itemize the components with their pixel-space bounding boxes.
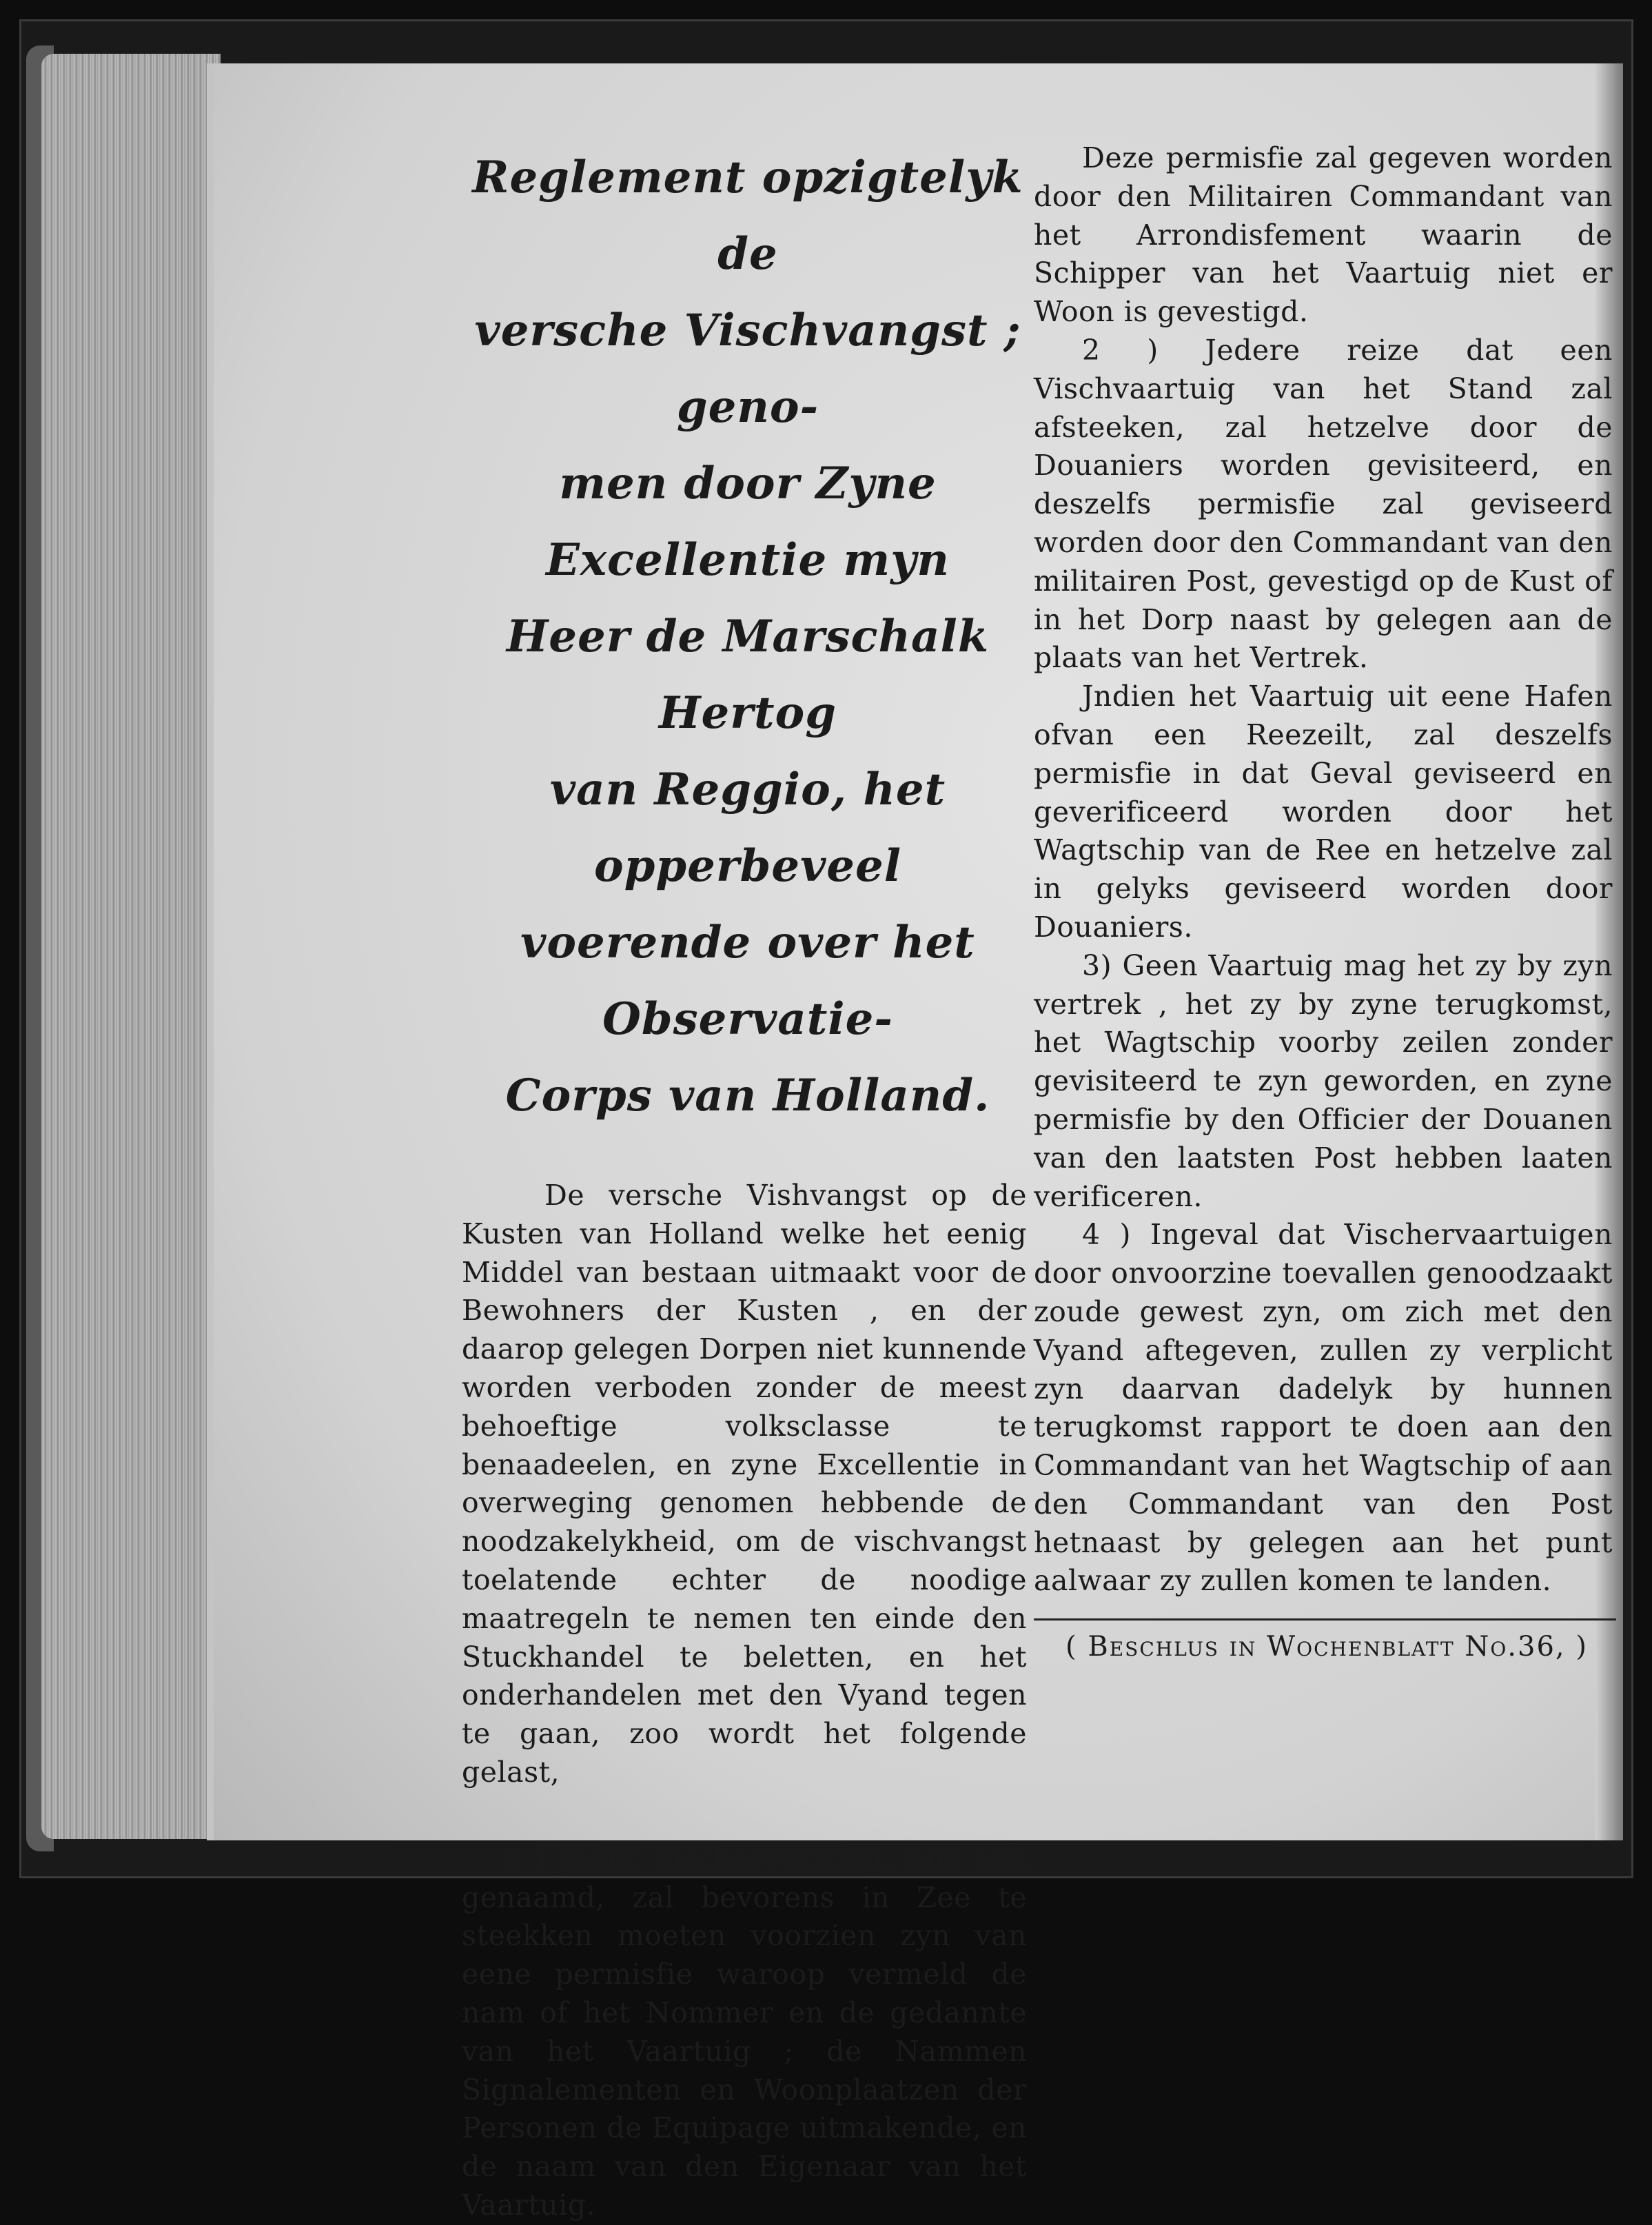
article-4-paragraph: 4 ) Ingeval dat Vischervaartuigen door onvoorzine toevallen genoodzaakt zoude gewest zyn, om zich met den Vyand aftegeven, zullen zy verplicht zyn daarvan dadelyk by hunnen terugkomst rapport te doen aan den Commandant van het Wagtschip of aan den Commandant van den Post hetnaast by gelegen aan het punt aalwaar zy zullen komen te landen. bbox=[1034, 1218, 1613, 1598]
page-edges bbox=[41, 54, 221, 1839]
continuation-note: ( Beschlus in Wochenblatt No.36, ) bbox=[1065, 1631, 1588, 1663]
title-line: van Reggio, het opperbeveel bbox=[549, 764, 946, 892]
intro-paragraph: De versche Vishvangst op de Kusten van Holland welke het eenig Middel van bestaan uitmaakt voor de Bewohners der Kusten , en der daarop gelegen Dorpen niet kunnende worden verboden zonder de meest behoeftige volksclasse te benaadeelen, en zyne Excellentie in overweging genomen hebbende de noodzakelykheid, om de vischvangst toelatende echter de noodige maatregeln te nemen ten einde den Stuckhandel te beletten, en het onderhandelen met den Vyand tegen te gaan, zoo wordt het folgende gelast, bbox=[462, 1179, 1027, 1789]
title-line: men door Zyne Excellentie myn bbox=[546, 458, 950, 586]
title-line: Corps van Holland. bbox=[505, 1070, 990, 1121]
right-column bbox=[1034, 139, 1652, 1666]
footer-rule bbox=[1034, 1618, 1616, 1621]
book-page bbox=[207, 63, 1623, 2222]
regulation-title bbox=[434, 139, 1034, 1134]
harbour-paragraph: Jndien het Vaartuig uit eene Hafen ofvan een Reezeilt, zal deszelfs permisfie in dat Geval geviseerd en geverificeerd worden door het Wagtschip van de Ree en hetzelve zal in gelyks geviseerd worden door Douaniers. bbox=[1034, 680, 1613, 944]
article-1-paragraph: 1 ) Jeder Vischersvartuig, hoe ook genaamd, zal bevorens in Zee te steekken moeten voorzien zyn van eene permisfie waroop vermeld de nam of het Nommer en de gedannte van het Vaartuig ; de Nammen Signalementen en Woonplaatzen der Personen de Equipage uitmakende, en de naam van den Eigenaar van het Vaartuig. bbox=[462, 1842, 1027, 2222]
title-line: Heer de Marschalk Hertog bbox=[506, 611, 990, 739]
article-2-paragraph: 2 ) Jedere reize dat een Vischvaartuig van het Stand zal afsteeken, zal hetzelve door de Douaniers worden gevisiteerd, en deszelfs permisfie zal geviseerd worden door den Commandant van den militairen Post, gevestigd op de Kust of in het Dorp naast by gelegen aan de plaats van het Vertrek. bbox=[1034, 333, 1613, 675]
title-line: Reglement opzigtelyk de bbox=[472, 152, 1023, 280]
article-3-paragraph: 3) Geen Vaartuig mag het zy by zyn vertrek , het zy by zyne terugkomst, het Wagtschip voorby zeilen zonder gevisiteerd te zyn geworden, en zyne permisfie by den Officier der Douanen van den laatsten Post hebben laaten verificeren. bbox=[1034, 948, 1613, 1213]
permit-paragraph: Deze permisfie zal gegeven worden door den Militairen Commandant van het Arrondisfement waarin de Schipper van het Vaartuig niet er Woon is gevestigd. bbox=[1034, 141, 1613, 329]
title-line: voerende over het Observatie- bbox=[520, 917, 975, 1045]
title-line: versche Vischvangst ; geno- bbox=[474, 305, 1021, 433]
